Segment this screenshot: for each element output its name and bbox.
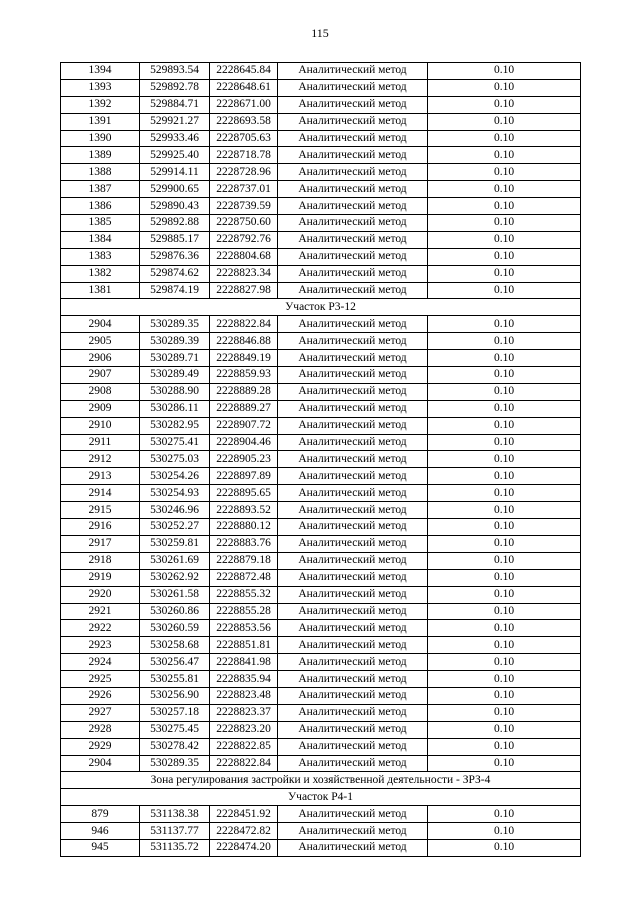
accuracy-cell: 0.10 (428, 164, 581, 181)
point-number-cell: 1393 (61, 79, 140, 96)
accuracy-cell: 0.10 (428, 755, 581, 772)
table-row (61, 113, 581, 130)
coord-x-cell: 530286.11 (140, 400, 210, 417)
method-cell: Аналитический метод (278, 485, 428, 502)
coord-x-cell: 530259.81 (140, 535, 210, 552)
coord-y-cell: 2228705.63 (210, 130, 278, 147)
table-row (61, 738, 581, 755)
accuracy-cell: 0.10 (428, 451, 581, 468)
accuracy-cell: 0.10 (428, 687, 581, 704)
table-row (61, 637, 581, 654)
coord-y-cell: 2228879.18 (210, 552, 278, 569)
table-row (61, 620, 581, 637)
point-number-cell: 1386 (61, 198, 140, 215)
coordinates-table (60, 62, 581, 857)
coord-y-cell: 2228835.94 (210, 671, 278, 688)
method-cell: Аналитический метод (278, 265, 428, 282)
coord-y-cell: 2228792.76 (210, 231, 278, 248)
coord-x-cell: 530289.49 (140, 367, 210, 384)
table-row (61, 434, 581, 451)
accuracy-cell: 0.10 (428, 350, 581, 367)
coord-x-cell: 529914.11 (140, 164, 210, 181)
point-number-cell: 2915 (61, 502, 140, 519)
table-row (61, 552, 581, 569)
table-row (61, 63, 581, 80)
coord-x-cell: 530289.35 (140, 316, 210, 333)
coord-y-cell: 2228822.85 (210, 738, 278, 755)
method-cell: Аналитический метод (278, 350, 428, 367)
point-number-cell: 1391 (61, 113, 140, 130)
accuracy-cell: 0.10 (428, 586, 581, 603)
coord-y-cell: 2228823.48 (210, 687, 278, 704)
coord-y-cell: 2228889.27 (210, 400, 278, 417)
section-heading-row (61, 772, 581, 789)
method-cell: Аналитический метод (278, 755, 428, 772)
coord-y-cell: 2228841.98 (210, 654, 278, 671)
coord-y-cell: 2228750.60 (210, 215, 278, 232)
method-cell: Аналитический метод (278, 637, 428, 654)
table-row (61, 79, 581, 96)
method-cell: Аналитический метод (278, 198, 428, 215)
accuracy-cell: 0.10 (428, 721, 581, 738)
point-number-cell: 1390 (61, 130, 140, 147)
table-row (61, 417, 581, 434)
accuracy-cell: 0.10 (428, 552, 581, 569)
method-cell: Аналитический метод (278, 147, 428, 164)
point-number-cell: 2929 (61, 738, 140, 755)
table-row (61, 569, 581, 586)
coord-x-cell: 529900.65 (140, 181, 210, 198)
point-number-cell: 2906 (61, 350, 140, 367)
accuracy-cell: 0.10 (428, 333, 581, 350)
coord-y-cell: 2228474.20 (210, 839, 278, 856)
coord-y-cell: 2228855.28 (210, 603, 278, 620)
table-row (61, 519, 581, 536)
table-row (61, 823, 581, 840)
point-number-cell: 2909 (61, 400, 140, 417)
table-row (61, 485, 581, 502)
table-row (61, 367, 581, 384)
coord-x-cell: 530289.71 (140, 350, 210, 367)
coord-y-cell: 2228827.98 (210, 282, 278, 299)
table-row (61, 350, 581, 367)
table-row (61, 198, 581, 215)
point-number-cell: 2927 (61, 704, 140, 721)
coord-y-cell: 2228853.56 (210, 620, 278, 637)
method-cell: Аналитический метод (278, 181, 428, 198)
coord-y-cell: 2228693.58 (210, 113, 278, 130)
accuracy-cell: 0.10 (428, 63, 581, 80)
coord-x-cell: 530254.26 (140, 468, 210, 485)
coord-x-cell: 530282.95 (140, 417, 210, 434)
table-row (61, 502, 581, 519)
table-row (61, 164, 581, 181)
section-heading-row (61, 299, 581, 316)
table-row (61, 333, 581, 350)
page-number: 115 (311, 26, 329, 40)
coord-y-cell: 2228904.46 (210, 434, 278, 451)
table-row (61, 535, 581, 552)
method-cell: Аналитический метод (278, 721, 428, 738)
coord-x-cell: 530275.03 (140, 451, 210, 468)
method-cell: Аналитический метод (278, 417, 428, 434)
accuracy-cell: 0.10 (428, 519, 581, 536)
accuracy-cell: 0.10 (428, 839, 581, 856)
accuracy-cell: 0.10 (428, 79, 581, 96)
point-number-cell: 2913 (61, 468, 140, 485)
method-cell: Аналитический метод (278, 687, 428, 704)
table-row (61, 468, 581, 485)
table-row (61, 215, 581, 232)
table-row (61, 721, 581, 738)
coord-x-cell: 530262.92 (140, 569, 210, 586)
coord-x-cell: 529925.40 (140, 147, 210, 164)
coord-y-cell: 2228895.65 (210, 485, 278, 502)
coord-y-cell: 2228737.01 (210, 181, 278, 198)
table-row (61, 654, 581, 671)
section-heading: Участок Р3-12 (61, 299, 581, 316)
method-cell: Аналитический метод (278, 704, 428, 721)
accuracy-cell: 0.10 (428, 113, 581, 130)
coord-y-cell: 2228859.93 (210, 367, 278, 384)
point-number-cell: 2904 (61, 316, 140, 333)
method-cell: Аналитический метод (278, 383, 428, 400)
table-row (61, 282, 581, 299)
method-cell: Аналитический метод (278, 519, 428, 536)
table-row (61, 755, 581, 772)
accuracy-cell: 0.10 (428, 569, 581, 586)
table-row (61, 687, 581, 704)
point-number-cell: 1389 (61, 147, 140, 164)
table-row (61, 586, 581, 603)
table-row (61, 839, 581, 856)
method-cell: Аналитический метод (278, 130, 428, 147)
accuracy-cell: 0.10 (428, 130, 581, 147)
coord-y-cell: 2228880.12 (210, 519, 278, 536)
coord-x-cell: 529890.43 (140, 198, 210, 215)
table-row (61, 383, 581, 400)
accuracy-cell: 0.10 (428, 181, 581, 198)
section-heading: Зона регулирования застройки и хозяйственной деятельности - ЗРЗ-4 (61, 772, 581, 789)
table-row (61, 671, 581, 688)
coord-x-cell: 529885.17 (140, 231, 210, 248)
point-number-cell: 2908 (61, 383, 140, 400)
method-cell: Аналитический метод (278, 367, 428, 384)
coord-x-cell: 530256.47 (140, 654, 210, 671)
coord-y-cell: 2228905.23 (210, 451, 278, 468)
point-number-cell: 2910 (61, 417, 140, 434)
point-number-cell: 2925 (61, 671, 140, 688)
method-cell: Аналитический метод (278, 806, 428, 823)
coord-y-cell: 2228823.20 (210, 721, 278, 738)
coord-y-cell: 2228718.78 (210, 147, 278, 164)
point-number-cell: 1382 (61, 265, 140, 282)
accuracy-cell: 0.10 (428, 282, 581, 299)
coord-y-cell: 2228823.34 (210, 265, 278, 282)
method-cell: Аналитический метод (278, 400, 428, 417)
coord-x-cell: 530261.58 (140, 586, 210, 603)
table-row (61, 806, 581, 823)
accuracy-cell: 0.10 (428, 535, 581, 552)
method-cell: Аналитический метод (278, 79, 428, 96)
accuracy-cell: 0.10 (428, 620, 581, 637)
accuracy-cell: 0.10 (428, 96, 581, 113)
accuracy-cell: 0.10 (428, 671, 581, 688)
method-cell: Аналитический метод (278, 113, 428, 130)
accuracy-cell: 0.10 (428, 434, 581, 451)
point-number-cell: 2912 (61, 451, 140, 468)
point-number-cell: 1388 (61, 164, 140, 181)
table-row (61, 316, 581, 333)
point-number-cell: 1392 (61, 96, 140, 113)
coord-x-cell: 530260.59 (140, 620, 210, 637)
accuracy-cell: 0.10 (428, 603, 581, 620)
point-number-cell: 1387 (61, 181, 140, 198)
coord-y-cell: 2228823.37 (210, 704, 278, 721)
method-cell: Аналитический метод (278, 603, 428, 620)
coord-y-cell: 2228872.48 (210, 569, 278, 586)
method-cell: Аналитический метод (278, 535, 428, 552)
coord-x-cell: 531137.77 (140, 823, 210, 840)
point-number-cell: 1383 (61, 248, 140, 265)
coord-x-cell: 530278.42 (140, 738, 210, 755)
coord-x-cell: 531135.72 (140, 839, 210, 856)
coord-y-cell: 2228849.19 (210, 350, 278, 367)
accuracy-cell: 0.10 (428, 231, 581, 248)
accuracy-cell: 0.10 (428, 502, 581, 519)
coord-y-cell: 2228893.52 (210, 502, 278, 519)
coord-y-cell: 2228855.32 (210, 586, 278, 603)
method-cell: Аналитический метод (278, 586, 428, 603)
coord-x-cell: 529874.19 (140, 282, 210, 299)
coord-y-cell: 2228645.84 (210, 63, 278, 80)
table-row (61, 400, 581, 417)
point-number-cell: 1394 (61, 63, 140, 80)
section-heading-row (61, 789, 581, 806)
accuracy-cell: 0.10 (428, 215, 581, 232)
accuracy-cell: 0.10 (428, 383, 581, 400)
method-cell: Аналитический метод (278, 654, 428, 671)
coord-x-cell: 529876.36 (140, 248, 210, 265)
accuracy-cell: 0.10 (428, 704, 581, 721)
point-number-cell: 2916 (61, 519, 140, 536)
method-cell: Аналитический метод (278, 823, 428, 840)
table-row (61, 265, 581, 282)
coord-x-cell: 530275.41 (140, 434, 210, 451)
method-cell: Аналитический метод (278, 333, 428, 350)
coord-x-cell: 530246.96 (140, 502, 210, 519)
table-row (61, 147, 581, 164)
method-cell: Аналитический метод (278, 282, 428, 299)
accuracy-cell: 0.10 (428, 485, 581, 502)
table-row (61, 181, 581, 198)
accuracy-cell: 0.10 (428, 654, 581, 671)
point-number-cell: 2907 (61, 367, 140, 384)
coord-y-cell: 2228728.96 (210, 164, 278, 181)
accuracy-cell: 0.10 (428, 417, 581, 434)
coord-y-cell: 2228472.82 (210, 823, 278, 840)
point-number-cell: 2914 (61, 485, 140, 502)
accuracy-cell: 0.10 (428, 738, 581, 755)
coord-y-cell: 2228822.84 (210, 755, 278, 772)
coord-x-cell: 529921.27 (140, 113, 210, 130)
method-cell: Аналитический метод (278, 839, 428, 856)
accuracy-cell: 0.10 (428, 316, 581, 333)
accuracy-cell: 0.10 (428, 806, 581, 823)
point-number-cell: 946 (61, 823, 140, 840)
point-number-cell: 2920 (61, 586, 140, 603)
method-cell: Аналитический метод (278, 552, 428, 569)
method-cell: Аналитический метод (278, 738, 428, 755)
method-cell: Аналитический метод (278, 215, 428, 232)
coord-x-cell: 530252.27 (140, 519, 210, 536)
table-row (61, 231, 581, 248)
table-row (61, 451, 581, 468)
accuracy-cell: 0.10 (428, 147, 581, 164)
coordinates-table-body (61, 63, 581, 857)
point-number-cell: 879 (61, 806, 140, 823)
coord-y-cell: 2228822.84 (210, 316, 278, 333)
coord-x-cell: 530258.68 (140, 637, 210, 654)
coord-x-cell: 529893.54 (140, 63, 210, 80)
coord-x-cell: 530275.45 (140, 721, 210, 738)
coord-x-cell: 529884.71 (140, 96, 210, 113)
point-number-cell: 2921 (61, 603, 140, 620)
coord-x-cell: 530289.39 (140, 333, 210, 350)
method-cell: Аналитический метод (278, 468, 428, 485)
point-number-cell: 945 (61, 839, 140, 856)
accuracy-cell: 0.10 (428, 198, 581, 215)
point-number-cell: 1385 (61, 215, 140, 232)
method-cell: Аналитический метод (278, 63, 428, 80)
point-number-cell: 2918 (61, 552, 140, 569)
accuracy-cell: 0.10 (428, 248, 581, 265)
method-cell: Аналитический метод (278, 569, 428, 586)
point-number-cell: 2923 (61, 637, 140, 654)
accuracy-cell: 0.10 (428, 400, 581, 417)
method-cell: Аналитический метод (278, 502, 428, 519)
accuracy-cell: 0.10 (428, 468, 581, 485)
coord-y-cell: 2228451.92 (210, 806, 278, 823)
point-number-cell: 1381 (61, 282, 140, 299)
coord-y-cell: 2228846.88 (210, 333, 278, 350)
coord-y-cell: 2228804.68 (210, 248, 278, 265)
coord-x-cell: 530260.86 (140, 603, 210, 620)
coord-y-cell: 2228883.76 (210, 535, 278, 552)
coord-y-cell: 2228648.61 (210, 79, 278, 96)
coord-x-cell: 530254.93 (140, 485, 210, 502)
method-cell: Аналитический метод (278, 231, 428, 248)
table-row (61, 704, 581, 721)
point-number-cell: 2911 (61, 434, 140, 451)
point-number-cell: 1384 (61, 231, 140, 248)
coord-y-cell: 2228889.28 (210, 383, 278, 400)
method-cell: Аналитический метод (278, 248, 428, 265)
point-number-cell: 2919 (61, 569, 140, 586)
section-heading: Участок Р4-1 (61, 789, 581, 806)
point-number-cell: 2924 (61, 654, 140, 671)
accuracy-cell: 0.10 (428, 367, 581, 384)
coord-x-cell: 530261.69 (140, 552, 210, 569)
coord-y-cell: 2228851.81 (210, 637, 278, 654)
method-cell: Аналитический метод (278, 671, 428, 688)
accuracy-cell: 0.10 (428, 265, 581, 282)
accuracy-cell: 0.10 (428, 823, 581, 840)
coord-x-cell: 529933.46 (140, 130, 210, 147)
accuracy-cell: 0.10 (428, 637, 581, 654)
coord-x-cell: 530288.90 (140, 383, 210, 400)
table-row (61, 130, 581, 147)
coord-y-cell: 2228671.00 (210, 96, 278, 113)
coord-y-cell: 2228907.72 (210, 417, 278, 434)
coord-y-cell: 2228897.89 (210, 468, 278, 485)
coord-x-cell: 529892.88 (140, 215, 210, 232)
coord-x-cell: 530256.90 (140, 687, 210, 704)
method-cell: Аналитический метод (278, 434, 428, 451)
method-cell: Аналитический метод (278, 96, 428, 113)
method-cell: Аналитический метод (278, 164, 428, 181)
point-number-cell: 2905 (61, 333, 140, 350)
coord-y-cell: 2228739.59 (210, 198, 278, 215)
method-cell: Аналитический метод (278, 451, 428, 468)
method-cell: Аналитический метод (278, 316, 428, 333)
table-row (61, 603, 581, 620)
coord-x-cell: 530257.18 (140, 704, 210, 721)
table-row (61, 248, 581, 265)
coord-x-cell: 529892.78 (140, 79, 210, 96)
point-number-cell: 2917 (61, 535, 140, 552)
coord-x-cell: 531138.38 (140, 806, 210, 823)
coord-x-cell: 529874.62 (140, 265, 210, 282)
table-row (61, 96, 581, 113)
point-number-cell: 2926 (61, 687, 140, 704)
coord-x-cell: 530255.81 (140, 671, 210, 688)
point-number-cell: 2904 (61, 755, 140, 772)
coord-x-cell: 530289.35 (140, 755, 210, 772)
method-cell: Аналитический метод (278, 620, 428, 637)
point-number-cell: 2922 (61, 620, 140, 637)
point-number-cell: 2928 (61, 721, 140, 738)
